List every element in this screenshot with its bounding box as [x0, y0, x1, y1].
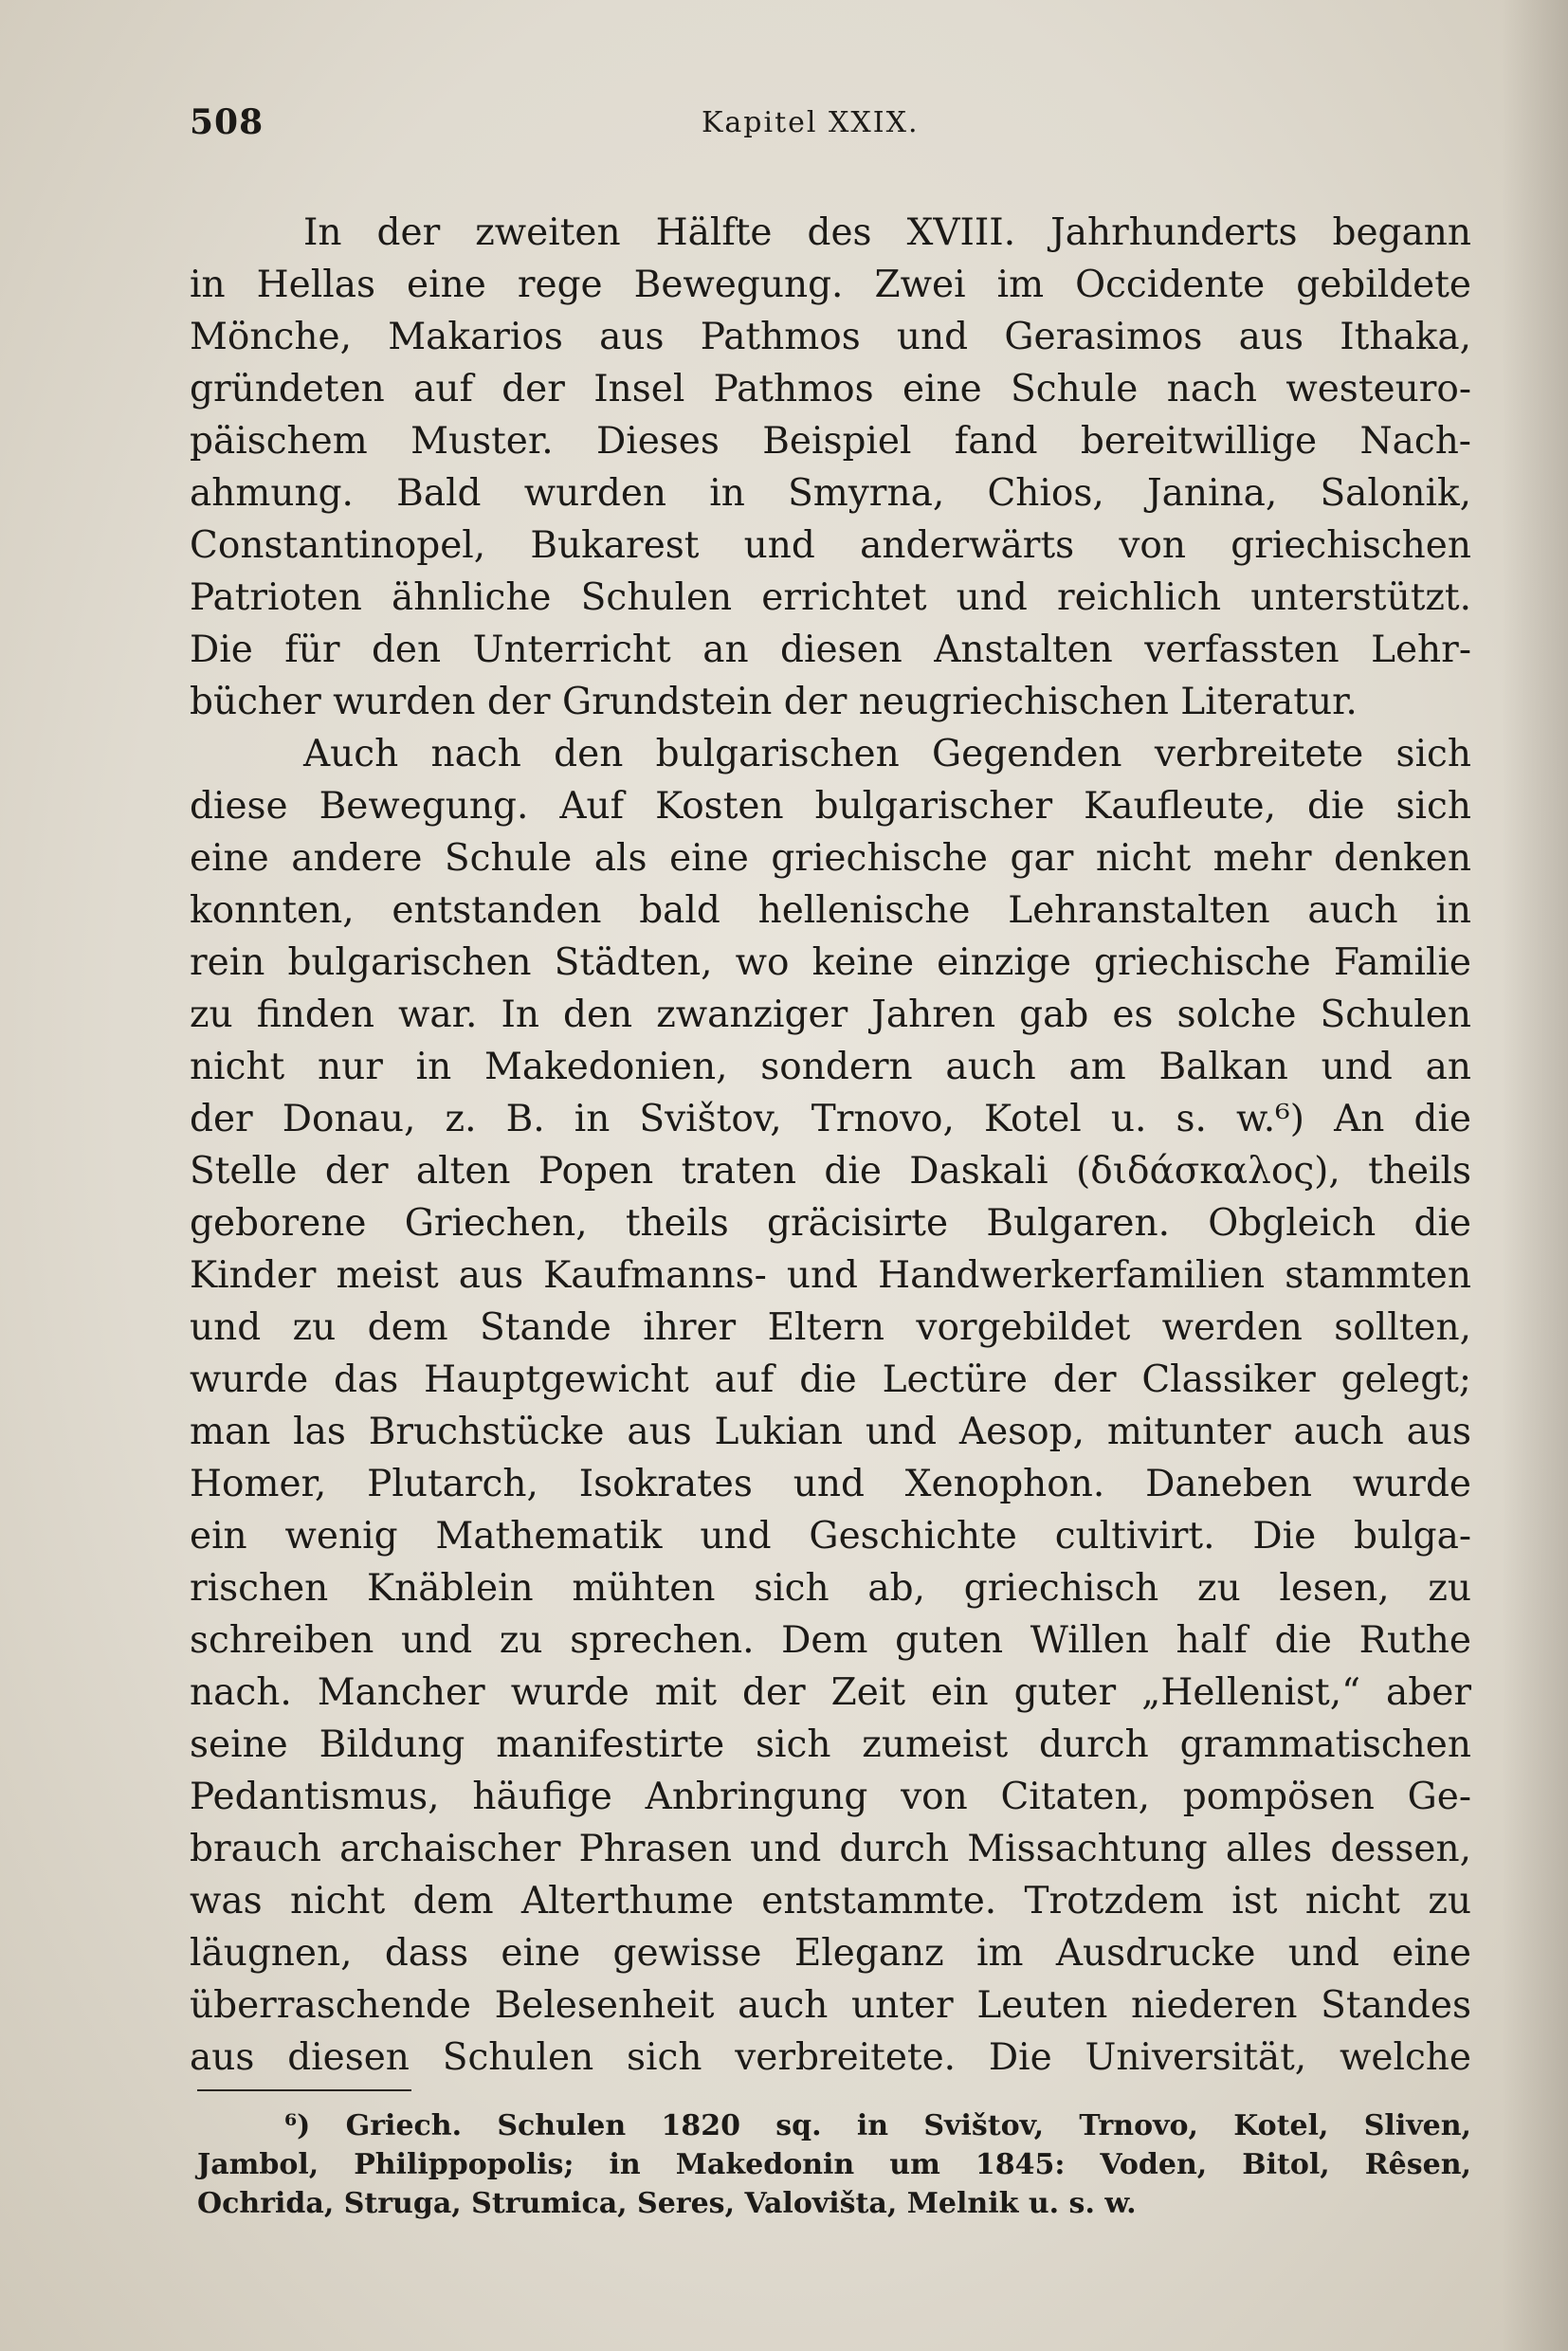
text-line: man las Bruchstücke aus Lukian und Aesop, mitunter auch aus — [190, 1411, 1471, 1453]
text-line: konnten, entstanden bald hellenische Lehranstalten auch in — [190, 889, 1471, 932]
text-line: bücher wurden der Grundstein der neugriechischen Literatur. — [190, 681, 1358, 723]
text-line: Patrioten ähnliche Schulen errichtet und reichlich unterstützt. — [190, 576, 1471, 619]
text-line: was nicht dem Alterthume entstammte. Trotzdem ist nicht zu — [190, 1880, 1471, 1923]
text-line: rein bulgarischen Städten, wo keine einzige griechische Familie — [190, 941, 1471, 984]
text-line: Constantinopel, Bukarest und anderwärts von griechischen — [190, 524, 1471, 567]
footnotes — [197, 2106, 1471, 2223]
footnote-divider — [197, 2089, 411, 2091]
text-line: nicht nur in Makedonien, sondern auch am Balkan und an — [190, 1046, 1471, 1088]
text-line: wurde das Hauptgewicht auf die Lectüre der Classiker gelegt; — [190, 1358, 1471, 1401]
text-line: zu finden war. In den zwanziger Jahren gab es solche Schulen — [190, 993, 1471, 1036]
text-line: eine andere Schule als eine griechische gar nicht mehr denken — [190, 837, 1471, 880]
text-line: und zu dem Stande ihrer Eltern vorgebildet werden sollten, — [190, 1306, 1471, 1349]
footnote-line: Ochrida, Struga, Strumica, Seres, Valovišta, Melnik u. s. w. — [197, 2187, 1137, 2220]
text-line: Mönche, Makarios aus Pathmos und Gerasimos aus Ithaka, — [190, 316, 1471, 358]
text-line: In der zweiten Hälfte des XVIII. Jahrhunderts begann — [303, 211, 1471, 254]
footnote-line: Jambol, Philippopolis; in Makedonin um 1845: Voden, Bitol, Rêsen, — [197, 2148, 1471, 2181]
text-line: geborene Griechen, theils gräcisirte Bulgaren. Obgleich die — [190, 1202, 1471, 1245]
text-line: aus diesen Schulen sich verbreitete. Die Universität, welche — [190, 2036, 1471, 2079]
running-head — [190, 102, 1479, 159]
text-line: seine Bildung manifestirte sich zumeist durch grammatischen — [190, 1723, 1471, 1766]
text-line: gründeten auf der Insel Pathmos eine Schule nach westeuro- — [190, 368, 1471, 410]
text-line: ahmung. Bald wurden in Smyrna, Chios, Janina, Salonik, — [190, 472, 1471, 515]
text-line: päischem Muster. Dieses Beispiel fand bereitwillige Nach- — [190, 420, 1471, 463]
text-line: rischen Knäblein mühten sich ab, griechisch zu lesen, zu — [190, 1567, 1471, 1610]
text-line: brauch archaischer Phrasen und durch Missachtung alles dessen, — [190, 1828, 1471, 1870]
text-line: Auch nach den bulgarischen Gegenden verbreitete sich — [303, 733, 1471, 775]
text-line: Pedantismus, häufige Anbringung von Citaten, pompösen Ge- — [190, 1776, 1471, 1818]
text-line: überraschende Belesenheit auch unter Leuten niederen Standes — [190, 1984, 1471, 2027]
text-line: läugnen, dass eine gewisse Eleganz im Ausdrucke und eine — [190, 1932, 1471, 1975]
text-line: Stelle der alten Popen traten die Daskali (διδάσκαλος), theils — [190, 1150, 1471, 1193]
text-line: Kinder meist aus Kaufmanns- und Handwerkerfamilien stammten — [190, 1254, 1471, 1297]
text-line: Homer, Plutarch, Isokrates und Xenophon. Daneben wurde — [190, 1463, 1471, 1505]
footnote-line: ⁶) Griech. Schulen 1820 sq. in Svištov, Trnovo, Kotel, Sliven, — [284, 2109, 1471, 2142]
page-number: 508 — [190, 102, 264, 142]
text-line: der Donau, z. B. in Svištov, Trnovo, Kotel u. s. w.⁶) An die — [190, 1098, 1471, 1140]
text-line: diese Bewegung. Auf Kosten bulgarischer Kaufleute, die sich — [190, 785, 1471, 828]
text-line: nach. Mancher wurde mit der Zeit ein guter „Hellenist,“ aber — [190, 1671, 1471, 1714]
text-line: ein wenig Mathematik und Geschichte cultivirt. Die bulga- — [190, 1515, 1471, 1558]
page-edge-shadow — [1502, 0, 1568, 2351]
text-line: schreiben und zu sprechen. Dem guten Willen half die Ruthe — [190, 1619, 1471, 1662]
text-line: in Hellas eine rege Bewegung. Zwei im Occidente gebildete — [190, 264, 1471, 306]
text-line: Die für den Unterricht an diesen Anstalten verfassten Lehr- — [190, 629, 1471, 671]
chapter-title: Kapitel XXIX. — [702, 106, 920, 139]
body-text — [190, 207, 1471, 2084]
